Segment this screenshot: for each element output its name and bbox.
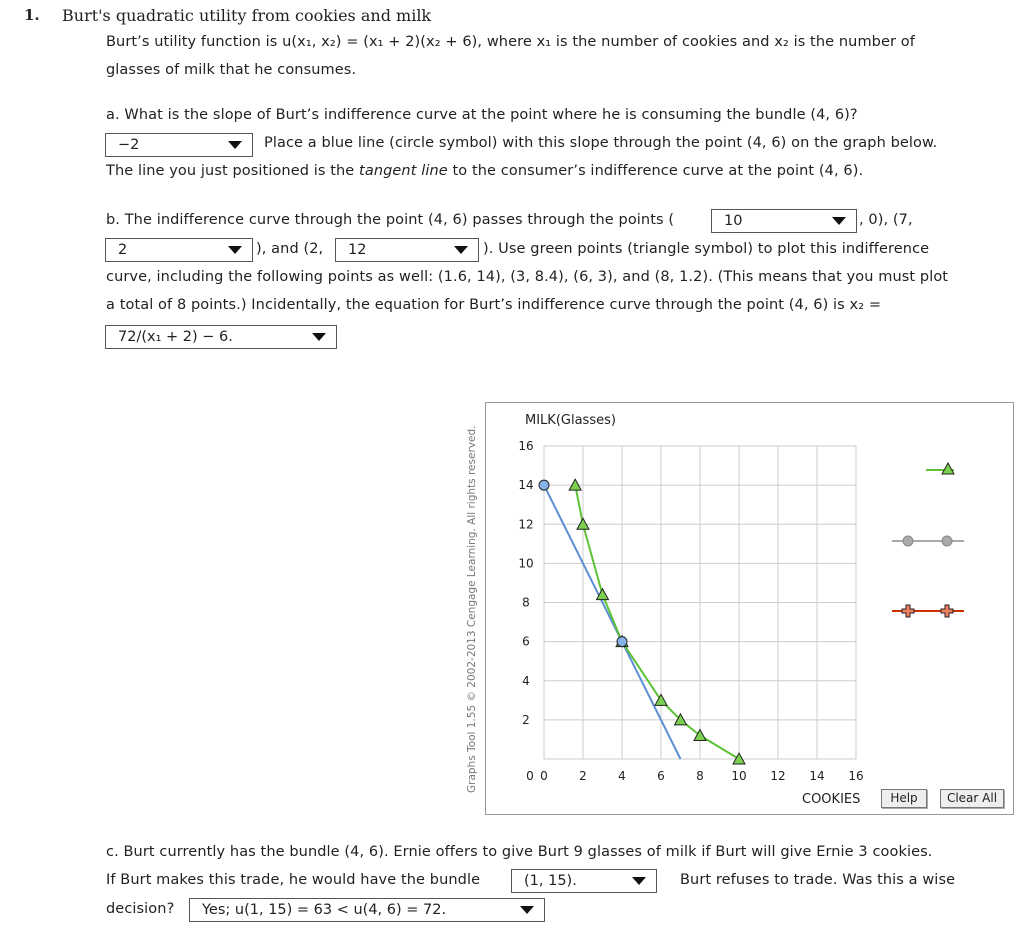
question-number: 1. [24, 6, 40, 24]
y-tick-label: 8 [522, 595, 530, 610]
part-c-line-3a: decision? [106, 901, 175, 917]
part-b-text-2b: ). Use green points (triangle symbol) to plot this indifference [483, 241, 930, 257]
question-title: Burt's quadratic utility from cookies and milk [62, 6, 432, 25]
graph-legend [892, 463, 964, 617]
x-tick-label: 8 [696, 769, 704, 783]
graph-grid [544, 446, 856, 759]
copyright-vertical: Graphs Tool 1.55 © 2002-2013 Cengage Learning. All rights reserved. [466, 425, 478, 793]
legend-gray-circle-icon [903, 536, 913, 546]
point-y-dropdown-value: 2 [106, 239, 223, 261]
point-x-dropdown-value: 10 [712, 210, 827, 232]
blue-circle-point [617, 637, 627, 647]
part-b-text-1: b. The indifference curve through the point (4, 6) passes through the points ( [106, 212, 675, 228]
y-tick-label: 12 [518, 517, 534, 532]
part-a-instruction: Place a blue line (circle symbol) with this slope through the point (4, 6) on the graph below. [264, 135, 938, 151]
legend-red-cross-icon [941, 605, 953, 617]
x-tick-label: 0 [540, 769, 548, 783]
graph-series [539, 479, 745, 764]
chevron-down-icon[interactable] [510, 899, 544, 921]
y-tick-label: 16 [518, 439, 534, 453]
part-a-tangent-line: The line you just positioned is the tangent line to the consumer’s indifference curve at the point (4, 6). [106, 163, 864, 179]
legend-green-triangle-icon [942, 463, 954, 474]
part-b-text-3: curve, including the following points as well: (1.6, 14), (3, 8.4), (6, 3), and (8, 1.2). (This means that you must plot [106, 269, 949, 285]
y-tick-label: 4 [522, 673, 530, 688]
y-tick-label: 10 [518, 556, 534, 571]
x-tick-label: 14 [809, 769, 825, 783]
clear-all-button[interactable]: Clear All [940, 789, 1004, 808]
chevron-down-icon[interactable] [622, 870, 656, 892]
indifference-curve [575, 485, 739, 759]
x-tick-label: 6 [657, 769, 665, 783]
blue-circle-point [539, 480, 549, 490]
slope-dropdown-value: −2 [106, 134, 223, 156]
wise-decision-dropdown[interactable] [189, 898, 545, 922]
wise-decision-dropdown-value: Yes; u(1, 15) = 63 < u(4, 6) = 72. [190, 899, 519, 921]
x-tick-label: 12 [770, 769, 786, 783]
tangent-line [544, 485, 681, 759]
bundle-dropdown[interactable] [511, 869, 657, 893]
part-c-line-2b: Burt refuses to trade. Was this a wise [680, 872, 956, 888]
y-tick-label: 6 [522, 634, 530, 649]
x-axis-label: COOKIES [802, 792, 861, 807]
equation-dropdown-value: 72/(x₁ + 2) − 6. [106, 326, 313, 348]
part-a-question: a. What is the slope of Burt’s indifference curve at the point where he is consuming the bundle (4, 6)? [106, 107, 858, 123]
part-b-text-2a: ), and (2, [256, 241, 324, 257]
origin-tick-label: 0 [526, 769, 534, 783]
y-tick-label: 14 [518, 478, 534, 493]
part-b-text-4: a total of 8 points.) Incidentally, the equation for Burt’s indifference curve through the point (4, 6) is x₂ = [106, 297, 882, 313]
x-tick-label: 16 [848, 769, 864, 783]
legend-red-cross-icon [902, 605, 914, 617]
intro-line-1: Burt’s utility function is u(x₁, x₂) = (x₁ + 2)(x₂ + 6), where x₁ is the number of cookies and x₂ is the number of [106, 34, 915, 50]
intro-line-2: glasses of milk that he consumes. [106, 62, 357, 78]
point-y2-dropdown-value: 12 [336, 239, 449, 261]
part-b-text-1b: , 0), (7, [859, 212, 913, 228]
x-tick-label: 10 [731, 769, 747, 783]
legend-gray-circle-icon [942, 536, 952, 546]
y-axis-label: MILK(Glasses) [525, 413, 616, 428]
help-button[interactable]: Help [881, 789, 927, 808]
part-c-line-2a: If Burt makes this trade, he would have the bundle [106, 872, 481, 888]
green-triangle-point [655, 694, 667, 705]
x-tick-label: 4 [618, 769, 626, 783]
y-tick-label: 2 [522, 712, 530, 727]
x-tick-label: 2 [579, 769, 587, 783]
bundle-dropdown-value: (1, 15). [512, 870, 627, 892]
part-c-line-1: c. Burt currently has the bundle (4, 6). Ernie offers to give Burt 9 glasses of milk if Burt will give Ernie 3 cookies. [106, 844, 933, 860]
